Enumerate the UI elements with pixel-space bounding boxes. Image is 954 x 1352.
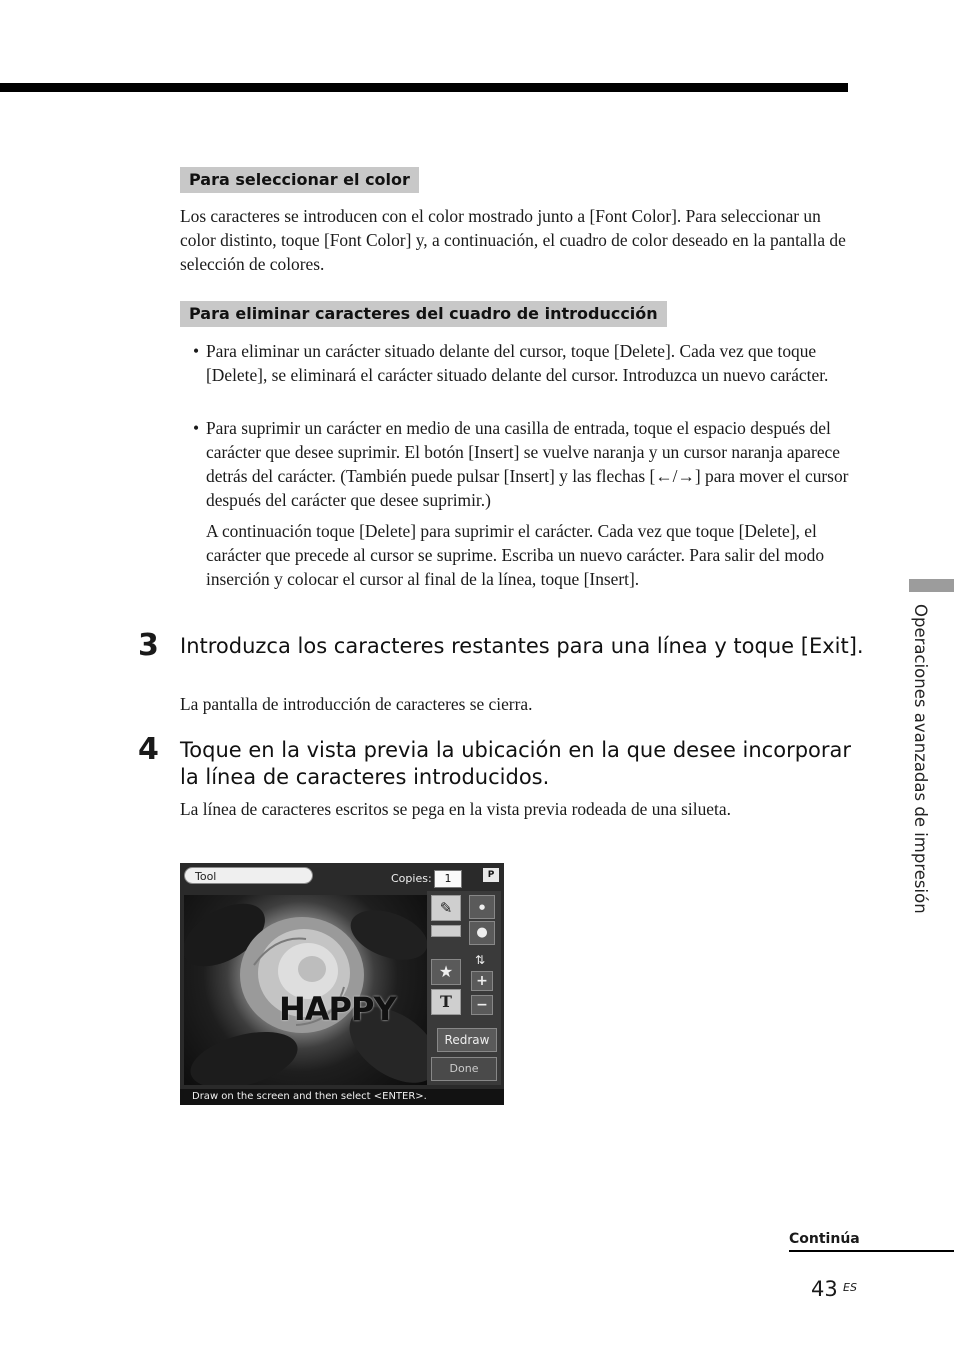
pencil-icon[interactable]: ✎ <box>431 895 461 921</box>
page-number: 43 <box>811 1277 838 1301</box>
bullet-continuation: A continuación toque [Delete] para suprimir el carácter. Cada vez que toque [Delete], el carácter que precede al cursor se suprime. Escriba un nuevo carácter. Para salir del modo inserción y colocar el cursor al final de la línea, toque [Insert]. <box>206 521 825 589</box>
page-language: ES <box>843 1281 857 1294</box>
text-icon[interactable]: T <box>431 989 461 1015</box>
bullet-item <box>193 416 858 512</box>
copies-label: Copies: <box>391 872 432 885</box>
step-number: 4 <box>138 732 159 767</box>
copies-value[interactable]: 1 <box>434 870 462 888</box>
status-bar: Draw on the screen and then select <ENTER>. <box>180 1089 504 1105</box>
section-heading-delete: Para eliminar caracteres del cuadro de introducción <box>180 301 667 327</box>
continues-label: Continúa <box>789 1231 860 1247</box>
step-number: 3 <box>138 628 159 663</box>
redraw-button[interactable]: Redraw <box>437 1028 497 1052</box>
side-tab-label: Operaciones avanzadas de impresión <box>911 604 930 914</box>
section-heading-color: Para seleccionar el color <box>180 167 419 193</box>
printer-ui-screenshot <box>180 863 504 1105</box>
small-dot-icon[interactable]: ● <box>469 895 495 919</box>
side-tab <box>909 579 954 592</box>
step-heading: Toque en la vista previa la ubicación en la que desee incorporar la línea de caracteres introducidos. <box>180 738 852 789</box>
eraser-icon[interactable] <box>431 925 461 937</box>
step-text: La pantalla de introducción de caracteres se cierra. <box>180 694 533 714</box>
preview-canvas[interactable] <box>184 895 427 1085</box>
happy-text[interactable]: HAPPY <box>279 990 396 1028</box>
continues-rule <box>789 1250 954 1252</box>
bullet-item <box>193 339 858 387</box>
star-icon[interactable]: ★ <box>431 959 461 985</box>
p-icon[interactable]: P <box>483 868 499 882</box>
minus-icon[interactable]: − <box>471 995 493 1015</box>
large-dot-icon[interactable]: ● <box>469 921 495 945</box>
tool-panel <box>427 891 501 1085</box>
move-icon[interactable]: ⇅ <box>475 953 486 967</box>
step-text: La línea de caracteres escritos se pega en la vista previa rodeada de una silueta. <box>180 799 731 819</box>
step-heading: Introduzca los caracteres restantes para una línea y toque [Exit]. <box>180 634 864 658</box>
bullet-dot: • <box>193 341 200 361</box>
section-text-color: Los caracteres se introducen con el color mostrado junto a [Font Color]. Para seleccionar un color distinto, toque [Font Color] y, a continuación, el cuadro de color deseado en la pantalla de selección de colores. <box>180 206 846 274</box>
plus-icon[interactable]: + <box>471 971 493 991</box>
bullet-dot: • <box>193 418 200 438</box>
top-rule <box>0 83 848 92</box>
done-button[interactable]: Done <box>431 1057 497 1081</box>
tool-field[interactable]: Tool <box>184 867 313 884</box>
bullet-text: Para suprimir un carácter en medio de una casilla de entrada, toque el espacio después del carácter que desee suprimir. El botón [Insert] se vuelve naranja y un cursor naranja aparece detrás del carácter. (También puede pulsar [Insert] y las flechas [←/→] para mover el cursor después del carácter que desee suprimir.) <box>206 418 849 510</box>
bullet-text: Para eliminar un carácter situado delante del cursor, toque [Delete]. Cada vez que toque [Delete], se eliminará el carácter situado delante del cursor. Introduzca un nuevo carácter. <box>206 341 829 385</box>
